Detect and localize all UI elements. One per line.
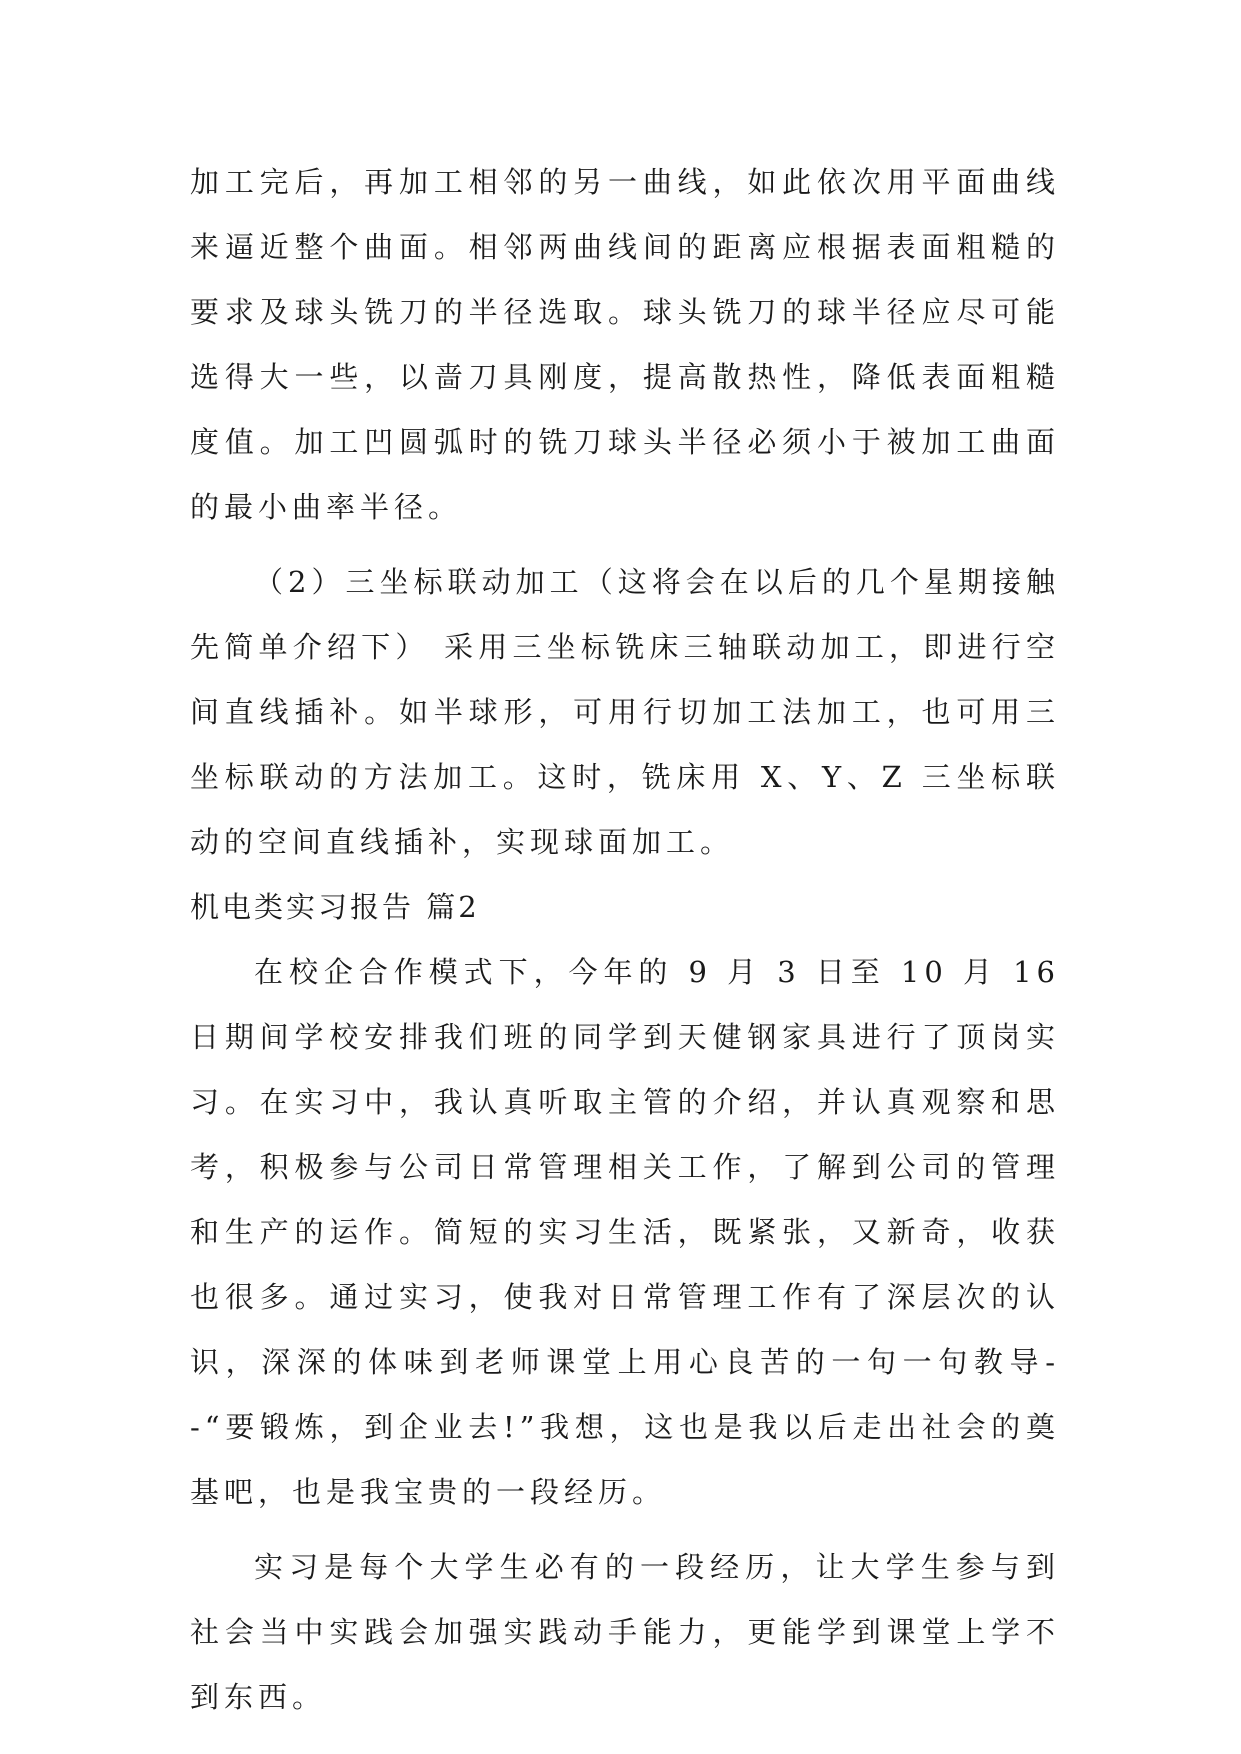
paragraph-surface-machining: 加工完后，再加工相邻的另一曲线，如此依次用平面曲线来逼近整个曲面。相邻两曲线间的距离应根据表面粗糙的要求及球头铣刀的半径选取。球头铣刀的球半径应尽可能选得大一些，以啬刀具刚度，提高散热性，降低表面粗糙度值。加工凹圆弧时的铣刀球头半径必须小于被加工曲面的最小曲率半径。 (190, 165, 1060, 524)
section-heading: 机电类实习报告 篇2 (190, 890, 480, 924)
document-body (190, 150, 1060, 1730)
paragraph-internship-meaning: 实习是每个大学生必有的一段经历，让大学生参与到社会当中实践会加强实践动手能力，更能学到课堂上学不到东西。 (190, 1550, 1060, 1714)
paragraph-internship-intro: 在校企合作模式下，今年的 9 月 3 日至 10 月 16 日期间学校安排我们班的同学到天健钢家具进行了顶岗实习。在实习中，我认真听取主管的介绍，并认真观察和思考，积极参与公司日常管理相关工作，了解到公司的管理和生产的运作。简短的实习生活，既紧张，又新奇，收获也很多。通过实习，使我对日常管理工作有了深层次的认识，深深的体味到老师课堂上用心良苦的一句一句教导--“要锻炼，到企业去!”我想，这也是我以后走出社会的奠基吧，也是我宝贵的一段经历。 (190, 955, 1060, 1509)
paragraph-three-axis-machining: （2）三坐标联动加工（这将会在以后的几个星期接触先简单介绍下） 采用三坐标铣床三轴联动加工，即进行空间直线插补。如半球形，可用行切加工法加工，也可用三坐标联动的方法加工。这时，铣床用 X、Y、Z 三坐标联动的空间直线插补，实现球面加工。 (190, 565, 1060, 859)
